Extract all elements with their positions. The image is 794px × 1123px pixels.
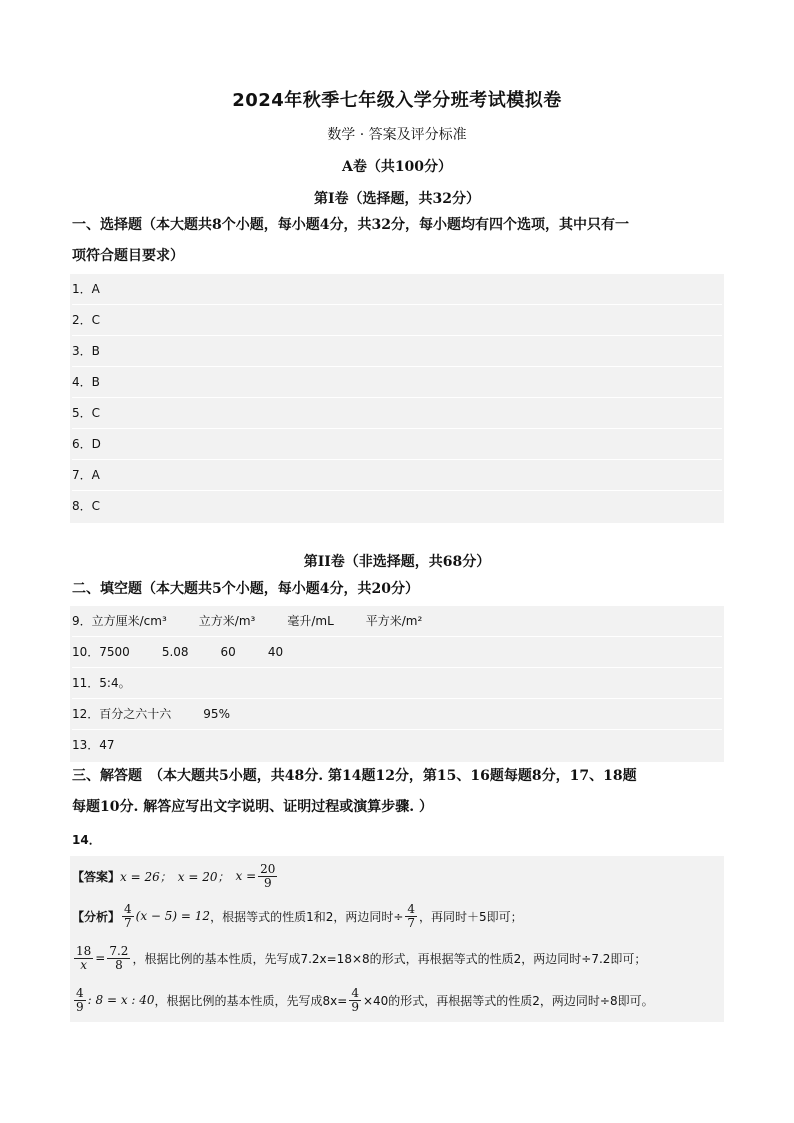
exam-title: 2024年秋季七年级入学分班考试模拟卷 (232, 90, 562, 111)
ana3-denominator: 9 (76, 999, 84, 1014)
answer-x2: x = 20； (177, 869, 230, 884)
fill-answer-10 (72, 637, 722, 668)
fill-answer-11: 11．5:4。 (72, 668, 722, 699)
ana3-mult-fraction (349, 987, 361, 1014)
section2-heading: 二、填空题（本大题共5个小题，每小题4分，共20分） (72, 581, 419, 597)
section3-line1: 三、解答题 （本大题共5小题，共48分. 第14题12分，第15、16题每题8分，17、18题 (72, 768, 637, 784)
q9-number: 9． (72, 614, 92, 628)
ana3-numerator: 4 (76, 985, 84, 1000)
answer-x1: x = 26； (120, 869, 172, 884)
section1-line1: 一、选择题（本大题共8个小题，每小题4分，共32分，每小题均有四个选项，其中只有一 (72, 217, 629, 233)
ana1-divisor-fraction (405, 903, 417, 930)
q12-answer-b: 95% (203, 707, 230, 721)
ana2-text: ，根据比例的基本性质，先写成7.2x=18×8的形式，再根据等式的性质2，两边同时÷7.2即可； (132, 951, 647, 966)
ana1-divisor-denominator: 7 (407, 915, 416, 930)
ana3-text-a: ，根据比例的基本性质，先写成8x= (154, 993, 348, 1008)
q10-answer-b: 5.08 (161, 645, 189, 659)
fill-answer-12 (72, 699, 722, 730)
answer-line (72, 856, 722, 896)
section3-line2: 每题10分. 解答应写出文字说明、证明过程或演算步骤. ） (72, 799, 433, 815)
q12-answer-a: 百分之六十六 (99, 707, 172, 721)
choice-answer-5: 5．C (72, 398, 722, 429)
choice-answer-2: 2．C (72, 305, 722, 336)
q10-answer-a: 7500 (99, 645, 130, 659)
ana3-expression: : 8 = x : 40 (87, 993, 155, 1007)
ana2-right-fraction (107, 945, 130, 972)
ana3-fraction (74, 987, 86, 1014)
ana2-left-numerator: 18 (76, 943, 92, 958)
choice-answer-8: 8．C (72, 499, 101, 513)
q12-number: 12． (72, 707, 100, 721)
answer-x3-fraction (258, 863, 277, 890)
choice-answer-4: 4．B (72, 367, 722, 398)
q10-number: 10． (72, 645, 100, 659)
ana2-right-numerator: 7.2 (109, 943, 129, 958)
ana1-numerator: 4 (124, 901, 132, 916)
ana1-text-b: ，再同时＋5即可； (419, 909, 523, 924)
ana2-left-denominator: x (80, 957, 88, 972)
ana1-expression: (x − 5) = 12 (135, 909, 211, 923)
part2-heading: 第II卷（非选择题，共68分） (303, 554, 491, 570)
answer-x3-numerator: 20 (260, 861, 276, 876)
analysis-line-3 (72, 980, 722, 1020)
ana1-divisor-numerator: 4 (407, 901, 416, 916)
fill-answer-9 (72, 606, 722, 637)
choice-answer-6: 6．D (72, 429, 722, 460)
part1-heading: 第I卷（选择题，共32分） (313, 191, 481, 207)
fill-answer-13: 13．47 (72, 738, 115, 752)
q9-answer-d: 平方米/m² (365, 614, 423, 628)
q9-answer-c: 毫升/mL (287, 614, 334, 628)
exam-subtitle: 数学 · 答案及评分标准 (327, 127, 467, 143)
ana2-left-fraction (74, 945, 93, 972)
choice-answer-1: 1．A (72, 274, 722, 305)
section3-heading (72, 761, 722, 823)
q10-answer-c: 60 (220, 645, 236, 659)
answer-x3-denominator: 9 (263, 875, 272, 890)
ana1-denominator: 7 (124, 915, 132, 930)
q9-answer-a: 立方厘米/cm³ (91, 614, 167, 628)
ana3-text-b: ×40的形式，再根据等式的性质2，两边同时÷8即可。 (362, 993, 654, 1008)
ana3-mult-numerator: 4 (351, 985, 359, 1000)
choice-answer-7: 7．A (72, 460, 722, 491)
section1-heading (72, 210, 722, 272)
answer-x3: x = (235, 869, 257, 883)
analysis-line-1 (72, 896, 722, 936)
ana3-mult-denominator: 9 (351, 999, 359, 1014)
answer-label: 【答案】 (72, 869, 121, 884)
ana1-fraction (122, 903, 134, 930)
ana1-text-a: ，根据等式的性质1和2，两边同时÷ (210, 909, 404, 924)
choice-answer-3: 3．B (72, 336, 722, 367)
ana2-equals: = (95, 951, 106, 965)
q10-answer-d: 40 (267, 645, 284, 659)
question-14-number: 14． (72, 833, 101, 847)
analysis-label: 【分析】 (72, 909, 121, 924)
ana2-right-denominator: 8 (115, 957, 123, 972)
paper-a-heading: A卷（共100分） (341, 159, 453, 175)
q9-answer-b: 立方米/m³ (198, 614, 256, 628)
section1-line2: 项符合题目要求） (72, 248, 184, 264)
analysis-line-2 (72, 938, 722, 978)
